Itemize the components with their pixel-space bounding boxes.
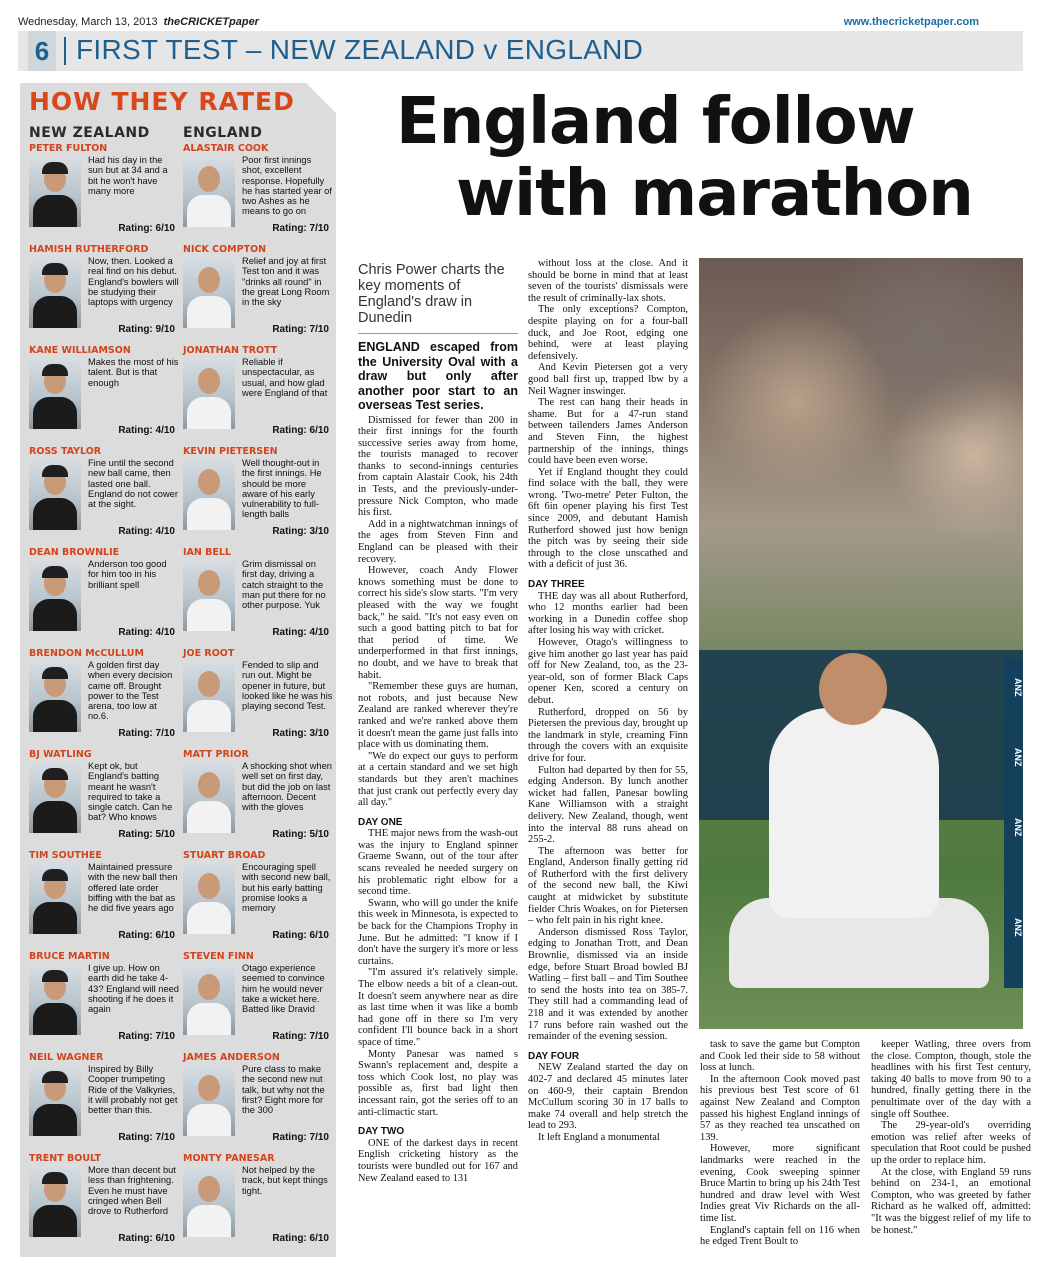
player-name: ROSS TAYLOR — [29, 446, 102, 457]
article-paragraph: The 29-year-old's overriding emotion was relief after weeks of speculation that Root could be pushed up the order to replace him. — [871, 1120, 1031, 1166]
player-name: BRENDON McCULLUM — [29, 648, 144, 659]
crowd-background — [699, 258, 1023, 618]
player-comment: Now, then. Looked a real find on his debut. England's bowlers will be studying their laptops with urgency — [88, 256, 179, 308]
player-comment: Fine until the second new ball came, then lasted one ball. England do not cower at the sight. — [88, 458, 178, 510]
col2b-paragraphs — [528, 591, 688, 1043]
day-four-heading: DAY FOUR — [528, 1050, 580, 1062]
article-paragraph: task to save the game but Compton and Cook led their side to 58 without loss at lunch. — [700, 1039, 860, 1074]
day-one-heading: DAY ONE — [358, 816, 403, 828]
article-paragraph: However, more significant landmarks were reached in the evening, Cook sweeping spinner Bruce Martin to bring up his 24th Test hundred and draw level with West Indies great Viv Richards on the all-time list. — [700, 1143, 860, 1224]
player-rating — [29, 143, 177, 244]
player-rating — [183, 648, 331, 749]
article-paragraph: Add in a nightwatchman innings of the ages from Steven Finn and England can be pleased with their recovery. — [358, 518, 518, 565]
player-comment: Poor first innings shot, excellent response. Hopefully he has started year of two Ashes as he means to go on — [242, 155, 332, 217]
player-comment: Relief and joy at first Test ton and it was "drinks all round" in the great Long Room in the sky — [242, 256, 330, 308]
player-score: Rating: 6/10 — [272, 1233, 329, 1244]
player-comment: Well thought-out in the first innings. He should be more aware of his early vulnerability to full-length balls — [242, 458, 322, 520]
article-paragraph: "We do expect our guys to perform at a certain standard and we set high standards but they aren't machines that just crank out perfectly every day all day." — [358, 750, 518, 809]
article-paragraph: Monty Panesar was named s Swann's replacement and, despite a toss which Cook lost, no play was possible as, first bad light then incessant rain, got the series off to an anti-climactic start. — [358, 1048, 518, 1118]
player-photo — [29, 864, 81, 934]
player-rating — [29, 244, 177, 345]
player-name: JOE ROOT — [183, 648, 235, 659]
article-paragraph: The afternoon was better for England, Anderson finally getting rid of Rutherford with the first delivery of the second new ball, the Kiwi caught at midwicket by substitute fielder Chris Woakes, on for Pietersen – who felt pain in his right knee. — [528, 845, 688, 927]
player-rating — [183, 547, 331, 648]
article-paragraph: It left England a monumental — [538, 1131, 660, 1143]
player-photo — [183, 662, 235, 732]
anz-logo: ANZ — [1013, 918, 1023, 937]
player-name: NEIL WAGNER — [29, 1052, 104, 1063]
byline-intro: Chris Power charts the key moments of England's draw in Dunedin — [358, 262, 505, 326]
article-paragraph: "I'm assured it's relatively simple. The elbow needs a bit of a clean-out. It doesn't seem anywhere near as dire as last time when it was like a bomb had gone off in there so I'm very confident I'll bounce back in a short space of time." — [358, 967, 518, 1048]
player-score: Rating: 4/10 — [118, 526, 175, 537]
folded-corner — [306, 83, 336, 113]
article-paragraph: Swann, who will go under the knife this week in Minnesota, is expected to be back for the Champions Trophy in June. But he admitted: "I know if I don't have the surgery it's more or less curtains. — [358, 897, 518, 967]
player-comment: Not helped by the track, but kept things tight. — [242, 1165, 328, 1196]
article-paragraph: Rutherford, dropped on 56 by Pietersen the previous day, brought up the landmark in style, creaming Finn through the covers with an exquisite drive for four. — [528, 706, 688, 764]
player-photo — [183, 864, 235, 934]
player-photo — [183, 965, 235, 1035]
player-score: Rating: 7/10 — [118, 1031, 175, 1042]
match-photo — [699, 258, 1023, 1029]
player-rating — [29, 951, 177, 1052]
article-paragraph: In the afternoon Cook moved past his previous best Test score of 61 against New Zealand and Compton passed his highest England innings of 57 as they reached tea unscathed on 139. — [700, 1073, 860, 1143]
player-comment: Inspired by Billy Cooper trumpeting Ride of the Valkyries, it will probably not get better than this. — [88, 1064, 178, 1116]
article-paragraph: However, coach Andy Flower knows something must be done to correct his side's slow starts. "I'm very pleased with the way we fought back," he said. "It's not easy even on such a good batting pitch to bat for that period of time. We underperformed in that first innings, no doubt, and we have to break that habit. — [358, 565, 518, 681]
player-rating — [29, 850, 177, 951]
player-rating — [29, 446, 177, 547]
player-rating — [29, 749, 177, 850]
player-rating — [29, 345, 177, 446]
player-name: KEVIN PIETERSEN — [183, 446, 278, 457]
article-column-2 — [528, 258, 688, 1144]
brand-logo: theCRICKETpaper — [163, 16, 259, 28]
player-comment: Kept ok, but England's batting meant he wasn't required to take a single catch. Can he bat? Who knows — [88, 761, 173, 823]
player-name: JONATHAN TROTT — [183, 345, 278, 356]
article-paragraph: without loss at the close. And it should be borne in mind that at least seven of the tourists' dismissals were the result of criminally-lax shots. — [528, 258, 688, 304]
player-score: Rating: 4/10 — [118, 627, 175, 638]
article-paragraph: And Kevin Pietersen got a very good ball first up, trapped lbw by a Neil Wagner inswinger. — [528, 362, 688, 397]
player-score: Rating: 6/10 — [118, 223, 175, 234]
player-score: Rating: 3/10 — [272, 526, 329, 537]
article-column-3 — [700, 1039, 860, 1248]
player-comment: More than decent but less than frightening. Even he must have cringed when Bell drove to Rutherford — [88, 1165, 176, 1217]
player-name: ALASTAIR COOK — [183, 143, 269, 154]
article-paragraph: THE major news from the wash-out was the injury to England spinner Graeme Swann, out of the tour after scans revealed he needed surgery on his problematic right elbow for a second time. — [358, 828, 518, 898]
player-score: Rating: 5/10 — [118, 829, 175, 840]
player-comment: A golden first day when every decision came off. Brought power to the Test arena, too low at no.6. — [88, 660, 173, 722]
day-three-heading: DAY THREE — [528, 579, 585, 591]
player-name: MATT PRIOR — [183, 749, 249, 760]
player-photo — [29, 359, 81, 429]
player-rating — [29, 547, 177, 648]
player-score: Rating: 9/10 — [118, 324, 175, 335]
player-score: Rating: 7/10 — [118, 1132, 175, 1143]
article-paragraph: England's captain fell on 116 when he edged Trent Boult to — [700, 1224, 860, 1248]
article-paragraph: NEW Zealand started the day on 402-7 and declared 45 minutes later on 460-9, their captain Brendon McCullum scoring 30 in 17 balls to make 74 overall and help stretch the lead to 293. — [528, 1062, 688, 1132]
player-rating — [183, 1153, 331, 1254]
player-comment: Fended to slip and run out. Might be opener in future, but looked like he was his playing second Test. — [242, 660, 333, 712]
article-paragraph: Dismissed for fewer than 200 in their first innings for the fourth successive series away from home, the tourists managed to recover thanks to second-innings centuries from captain Alastair Cook, his 24th in Tests, and the previously-under-pressure Nick Compton, who made his first. — [358, 414, 518, 519]
player-rating — [183, 345, 331, 446]
player-score: Rating: 6/10 — [118, 1233, 175, 1244]
player-photo — [29, 1167, 81, 1237]
player-comment: Had his day in the sun but at 34 and a bit he won't have many more — [88, 155, 168, 196]
player-comment: Makes the most of his talent. But is that enough — [88, 357, 179, 388]
player-comment: A shocking shot when well set on first day, but did the job on last afternoon. Decent with the gloves — [242, 761, 332, 813]
player-photo — [29, 460, 81, 530]
player-photo — [183, 1066, 235, 1136]
article-paragraph: THE day was all about Rutherford, who 12 months earlier had been working in a Dunedin coffee shop after losing his way with cricket. — [528, 590, 688, 637]
player-rating — [29, 648, 177, 749]
player-score: Rating: 5/10 — [272, 829, 329, 840]
col1b-paragraphs — [358, 828, 518, 1118]
player-photo — [29, 965, 81, 1035]
player-rating — [183, 244, 331, 345]
website-url: www.thecricketpaper.com — [843, 16, 979, 28]
player-name: BJ WATLING — [29, 749, 92, 760]
article-paragraph: "Remember these guys are human, not robots, and just because New Zealand are ranked wherever they're ranked and we're ranked above them it doesn't mean the game just falls into place with us dominating them. — [358, 681, 518, 751]
player-name: JAMES ANDERSON — [183, 1052, 280, 1063]
ratings-panel — [20, 83, 336, 1257]
col1c-paragraphs — [358, 1138, 518, 1184]
player-name: MONTY PANESAR — [183, 1153, 275, 1164]
article-paragraph: Anderson dismissed Ross Taylor, edging to Jonathan Trott, and Dean Brownlie, dismissed via an inside edge, before Stuart Broad bowled BJ Watling – first ball – and Tim Southee to send the hosts into tea on 385-7. They still had a commanding lead of 218 and it was extended by another 17 runs before rain washed out the remainder of the evening session. — [528, 926, 688, 1043]
issue-date: Wednesday, March 13, 2013 theCRICKETpaper — [18, 16, 259, 28]
player-comment: I give up. How on earth did he take 4-43? England will need shooting if he does it again — [88, 963, 179, 1015]
player-score: Rating: 6/10 — [272, 930, 329, 941]
player-name: TRENT BOULT — [29, 1153, 102, 1164]
headline-line-2: with marathon — [456, 157, 973, 231]
player-score: Rating: 6/10 — [272, 425, 329, 436]
player-photo — [29, 763, 81, 833]
section-header — [18, 31, 1023, 71]
player-comment: Grim dismissal on first day, driving a catch straight to the man put there for no other purpose. Yuk — [242, 559, 326, 611]
player-photo — [183, 763, 235, 833]
player-score: Rating: 7/10 — [272, 1031, 329, 1042]
player-score: Rating: 4/10 — [272, 627, 329, 638]
player-photo — [183, 258, 235, 328]
page-number: 6 — [28, 31, 56, 71]
article-paragraph: The only exceptions? Compton, despite playing on for a four-ball duck, and Joe Root, edging one behind, were at least playing defensively. — [528, 304, 688, 362]
player-name: STUART BROAD — [183, 850, 266, 861]
player-name: PETER FULTON — [29, 143, 108, 154]
player-rating — [183, 1052, 331, 1153]
top-line — [18, 14, 1023, 32]
player-comment: Maintained pressure with the new ball then offered late order biffing with the bat as he did five years ago — [88, 862, 178, 914]
anz-logo: ANZ — [1013, 678, 1023, 697]
player-name: KANE WILLIAMSON — [29, 345, 131, 356]
player-rating — [29, 1052, 177, 1153]
article-paragraph: Yet if England thought they could find solace with the ball, they were wrong. 'Two-metre' Peter Fulton, the 6ft 6in opener playing his first Test since 2009, and debutant Hamish Rutherford showed just how benign the pitch was by seeing their side through to the close unscathed and with a deficit of just 36. — [528, 466, 688, 571]
player-name: NICK COMPTON — [183, 244, 267, 255]
player-photo — [29, 662, 81, 732]
player-photo — [183, 359, 235, 429]
col2c-paragraphs — [528, 1062, 688, 1143]
article-column-1 — [358, 340, 518, 1184]
player-comment: Encouraging spell with second new ball, but his early batting promise looks a memory — [242, 862, 331, 914]
player-comment: Anderson too good for him too in his brilliant spell — [88, 559, 167, 590]
article-lead: ENGLAND escaped from the University Oval with a draw but only after another poor start to an overseas Test series. — [358, 340, 518, 412]
player-name: IAN BELL — [183, 547, 231, 558]
fielder-torso — [769, 708, 939, 918]
player-comment: Otago experience seemed to convince him he would never take a wicket here. Batted like Dravid — [242, 963, 325, 1015]
player-photo — [29, 1066, 81, 1136]
player-comment: Pure class to make the second new nut talk, but why not the first? Eight more for the 300 — [242, 1064, 325, 1116]
article-paragraph: keeper Watling, three overs from the close. Compton, though, stole the headlines with his first Test century, taking 40 balls to move from 90 to a hundred, finally getting there in the penultimate over of the day with a single off Southee. — [871, 1039, 1031, 1120]
col4-paragraphs — [871, 1039, 1031, 1236]
day-two-heading: DAY TWO — [358, 1126, 405, 1138]
article-paragraph: At the close, with England 59 runs behind on 234-1, an emotional Compton, who was greeted by father Richard as he walked off, admitted: "It was the biggest relief of my life to be honest." — [871, 1166, 1031, 1236]
player-rating — [183, 446, 331, 547]
player-rating — [183, 749, 331, 850]
anz-logo: ANZ — [1013, 818, 1023, 837]
player-score: Rating: 7/10 — [118, 728, 175, 739]
article-paragraph: ONE of the darkest days in recent English cricketing history as the tourists were bundled out for 167 and New Zealand eased to 131 — [358, 1137, 518, 1184]
anz-logo: ANZ — [1013, 748, 1023, 767]
col3-paragraphs — [700, 1039, 860, 1248]
player-photo — [29, 157, 81, 227]
player-comment: Reliable if unspectacular, as usual, and how glad were England of that — [242, 357, 328, 398]
player-score: Rating: 3/10 — [272, 728, 329, 739]
player-rating — [183, 951, 331, 1052]
player-name: DEAN BROWNLIE — [29, 547, 120, 558]
eng-team-label: ENGLAND — [183, 125, 263, 141]
player-photo — [183, 157, 235, 227]
intro-divider — [358, 333, 518, 334]
player-photo — [29, 561, 81, 631]
player-rating — [183, 850, 331, 951]
fielder-head — [819, 653, 887, 725]
headline — [396, 86, 1036, 230]
article-column-4 — [871, 1039, 1031, 1236]
header-divider — [64, 37, 66, 65]
ratings-heading: HOW THEY RATED — [29, 87, 295, 116]
player-score: Rating: 4/10 — [118, 425, 175, 436]
article-paragraph: The rest can hang their heads in shame. But for a 47-run stand between tailenders James Anderson and Steven Finn, the highest partnership of the innings, things could have been even worse. — [528, 397, 688, 467]
nz-team-label: NEW ZEALAND — [29, 125, 150, 141]
player-photo — [29, 258, 81, 328]
article-paragraph: However, Otago's willingness to give him another go last year has paid off for New Zealand, too, as the 23-year-old, son of former Black Caps opener Ken, scored a century on debut. — [528, 637, 688, 706]
player-score: Rating: 7/10 — [272, 1132, 329, 1143]
player-photo — [183, 460, 235, 530]
article-paragraph: Fulton had departed by then for 55, edging Anderson. By lunch another wicket had fallen, Panesar bowling Kane Williamson with a straight delivery. New Zealand, though, went into the interval 88 runs ahead on 255-2. — [528, 764, 688, 846]
player-photo — [183, 561, 235, 631]
player-name: BRUCE MARTIN — [29, 951, 110, 962]
player-photo — [183, 1167, 235, 1237]
player-name: STEVEN FINN — [183, 951, 254, 962]
player-rating — [183, 143, 331, 244]
player-score: Rating: 7/10 — [272, 223, 329, 234]
section-title: FIRST TEST – NEW ZEALAND v ENGLAND — [76, 34, 644, 65]
player-name: TIM SOUTHEE — [29, 850, 102, 861]
player-score: Rating: 7/10 — [272, 324, 329, 335]
player-score: Rating: 6/10 — [118, 930, 175, 941]
col2-paragraphs — [528, 258, 688, 571]
player-rating — [29, 1153, 177, 1254]
headline-line-1: England follow — [396, 85, 915, 159]
player-name: HAMISH RUTHERFORD — [29, 244, 149, 255]
col1-paragraphs — [358, 415, 518, 809]
